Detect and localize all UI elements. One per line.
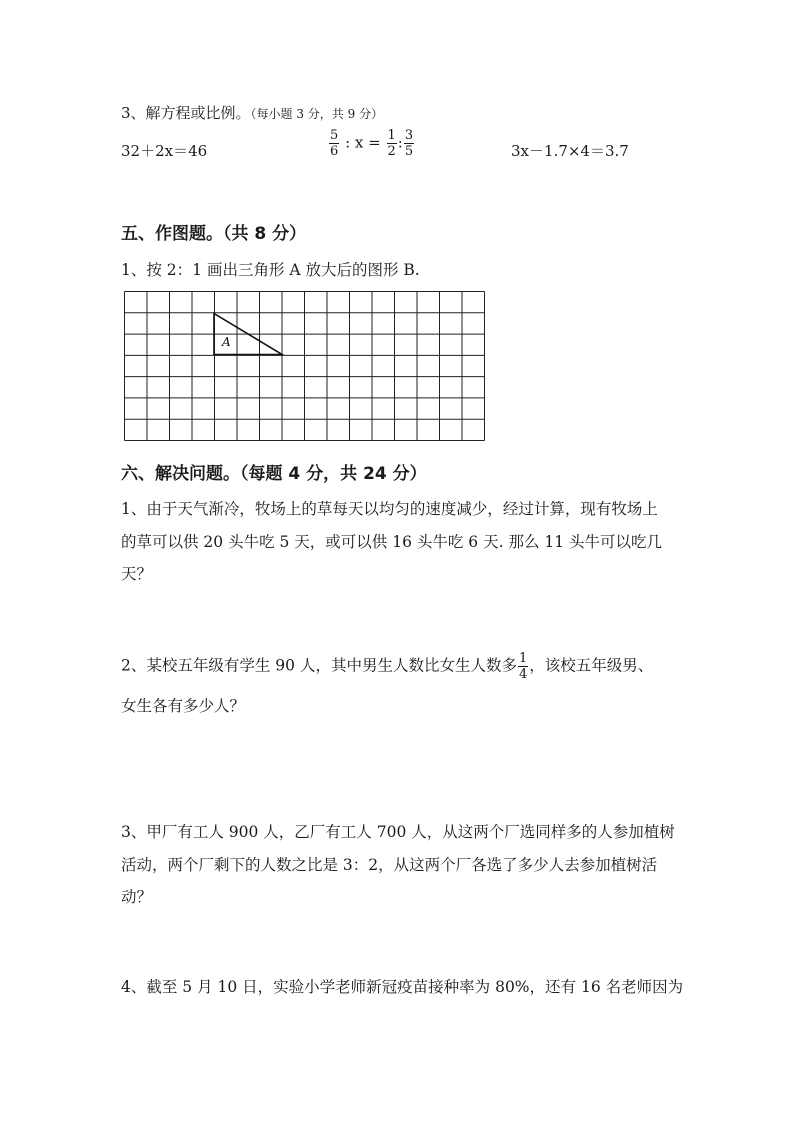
question-title: [121, 102, 383, 123]
fraction: $\frac{1}{2}$: [387, 128, 396, 159]
question-3-line-2: 活动，两个厂剩下的人数之比是 3：2，从这两个厂各选了多少人去参加植树活: [121, 856, 658, 874]
drawing-grid: [124, 291, 486, 446]
grid-svg: [124, 291, 486, 442]
equation-3: 3x－1.7×4＝3.7: [511, 142, 629, 160]
question-1-line-1: 1、由于天气渐冷，牧场上的草每天以均匀的速度减少，经过计算，现有牧场上: [121, 500, 658, 518]
question-1-line-3: 天？: [121, 565, 153, 583]
question-3-line-3: 动？: [121, 888, 153, 906]
equation-1: 32＋2x＝46: [121, 142, 208, 160]
fraction: $\frac{5}{6}$: [330, 128, 339, 159]
section-heading: 五、作图题。（共 8 分）: [121, 224, 307, 244]
equation-2: $\frac{5}{6}$ : x = $\frac{1}{2}$ : $\frac{3}{5}$: [330, 128, 414, 159]
question-3-line-1: 3、甲厂有工人 900 人，乙厂有工人 700 人，从这两个厂选同样多的人参加植树: [121, 823, 675, 841]
fraction: $\frac{1}{4}$: [518, 651, 528, 682]
question-title-text: 3、解方程或比例。: [121, 104, 251, 122]
question-4-line-1: 4、截至 5 月 10 日，实验小学老师新冠疫苗接种率为 80%，还有 16 名老师因为: [121, 978, 684, 996]
section-heading: 六、解决问题。（每题 4 分，共 24 分）: [121, 464, 427, 484]
triangle-label: A: [222, 335, 231, 349]
score-note: （每小题 3 分，共 9 分）: [250, 107, 384, 121]
question-2-line-1: 2、某校五年级有学生 90 人，其中男生人数比女生人数多 $\frac{1}{4}$ ，该校五年级男、: [121, 651, 654, 682]
fraction: $\frac{3}{5}$: [404, 128, 414, 159]
question-text: 1、按 2：1 画出三角形 A 放大后的图形 B.: [121, 261, 420, 279]
question-2-line-2: 女生各有多少人？: [121, 697, 246, 715]
question-1-line-2: 的草可以供 20 头牛吃 5 天，或可以供 16 头牛吃 6 天. 那么 11 头牛可以吃几: [121, 533, 663, 551]
